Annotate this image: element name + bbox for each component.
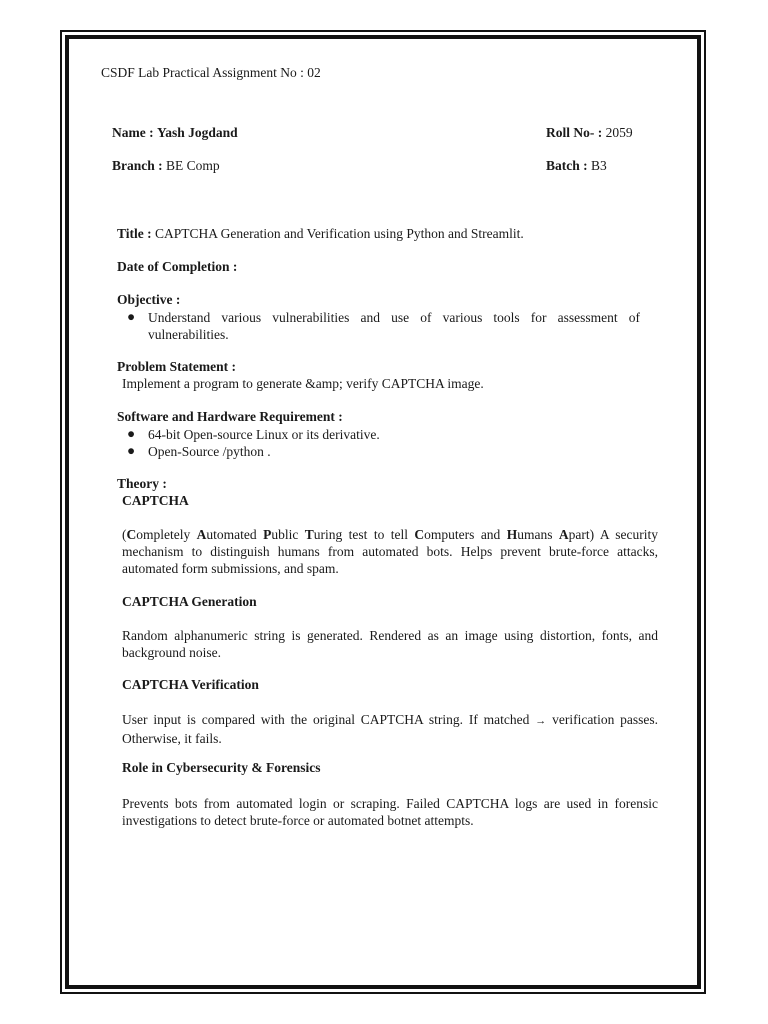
objective-text-line1: Understand various vulnerabilities and use of various tools for assessment of (148, 310, 640, 325)
verification-heading: CAPTCHA Verification (122, 677, 259, 692)
problem-text: Implement a program to generate &amp; verify CAPTCHA image. (122, 376, 484, 391)
generation-paragraph: Random alphanumeric string is generated. Rendered as an image using distortion, fonts, and background noise. (122, 628, 658, 660)
title-label: Title : (117, 226, 152, 241)
captcha-heading: CAPTCHA (122, 493, 189, 508)
title-line (117, 226, 524, 242)
generation-heading: CAPTCHA Generation (122, 594, 257, 609)
captcha-definition: (Completely Automated Public Turing test to tell Computers and Humans Apart) A security mechanism to distinguish humans from automated bots. Helps prevent brute-force attacks, automated form submissions, and spam. (122, 527, 658, 576)
completion-label: Date of Completion : (117, 259, 238, 274)
objective-label: Objective : (117, 292, 181, 307)
problem-label: Problem Statement : (117, 359, 236, 374)
role-heading: Role in Cybersecurity & Forensics (122, 760, 321, 775)
requirements-label: Software and Hardware Requirement : (117, 409, 343, 424)
roll-line (546, 125, 633, 141)
objective-bullet: ● (127, 309, 136, 324)
requirement-bullet: ● (127, 426, 136, 441)
assignment-header: CSDF Lab Practical Assignment No : 02 (101, 65, 321, 80)
branch-label: Branch : (112, 158, 163, 173)
right-arrow-icon: → (535, 715, 547, 727)
name-line (112, 125, 238, 141)
title-value: CAPTCHA Generation and Verification using Python and Streamlit. (155, 226, 524, 241)
verification-text-b: verification passes. Otherwise, it fails. (122, 712, 659, 746)
batch-value: B3 (591, 158, 607, 173)
requirement-item: 64-bit Open-source Linux or its derivative. (148, 427, 380, 442)
requirement-item: Open-Source /python . (148, 444, 271, 459)
roll-value: 2059 (605, 125, 633, 140)
batch-label: Batch : (546, 158, 588, 173)
batch-line (546, 158, 607, 174)
branch-value: BE Comp (166, 158, 220, 173)
requirement-bullet: ● (127, 443, 136, 458)
roll-label: Roll No- : (546, 125, 603, 140)
theory-label: Theory : (117, 476, 167, 491)
role-paragraph: Prevents bots from automated login or scraping. Failed CAPTCHA logs are used in forensic investigations to detect brute-force or automated botnet attempts. (122, 796, 658, 828)
name-value: Yash Jogdand (156, 125, 238, 140)
page-border-inner (65, 35, 701, 989)
verification-text-a: User input is compared with the original CAPTCHA string. If matched (122, 712, 530, 727)
branch-line (112, 158, 220, 174)
objective-text-line2: vulnerabilities. (148, 327, 229, 342)
name-label: Name : (112, 125, 154, 140)
captcha-definition-rest: ) A security mechanism to distinguish humans from automated bots. Helps prevent brute-force attacks, automated form submissions, and spam. (122, 527, 658, 576)
verification-paragraph (122, 711, 658, 747)
